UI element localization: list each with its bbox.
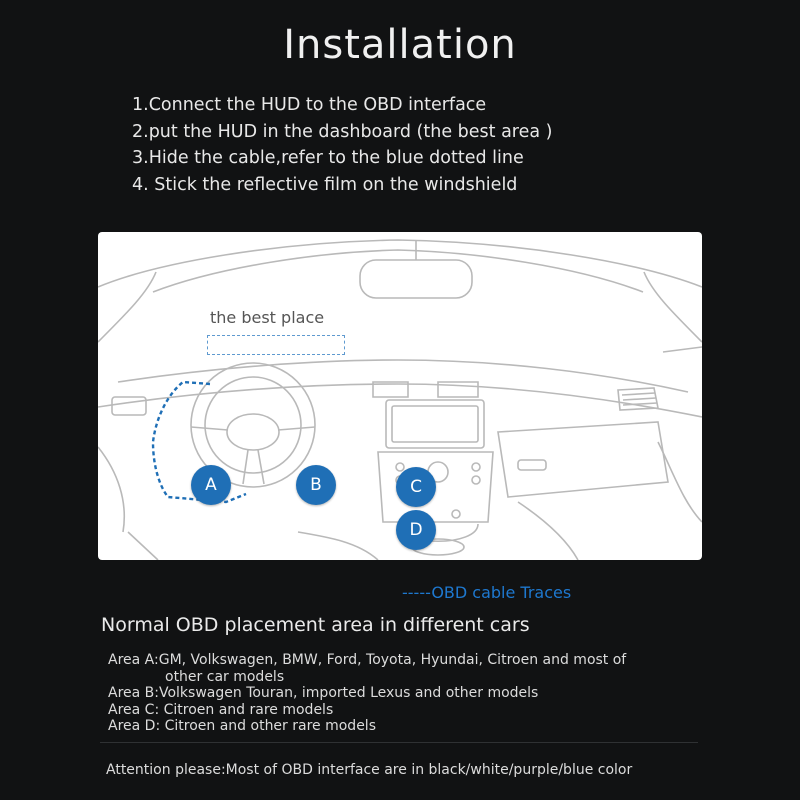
legend-label: OBD cable Traces	[431, 583, 572, 602]
area-list	[108, 652, 708, 735]
step-4: 4. Stick the reflective film on the windshield	[132, 174, 518, 195]
area-a-text: Area A:GM, Volkswagen, BMW, Ford, Toyota, Hyundai, Citroen and most of	[108, 652, 627, 668]
legend-dashes: -----	[402, 583, 432, 602]
divider	[100, 742, 698, 743]
area-d-text: Area D: Citroen and other rare models	[108, 718, 376, 734]
area-c-text: Area C: Citroen and rare models	[108, 701, 334, 718]
step-3: 3.Hide the cable,refer to the blue dotted line	[132, 148, 524, 168]
dashboard-diagram	[98, 232, 702, 560]
rearview-mirror	[360, 260, 472, 298]
page-title: Installation	[283, 22, 517, 68]
area-a-marker: A	[191, 465, 231, 505]
best-place-label: the best place	[210, 308, 325, 327]
a-pillar-left	[98, 272, 156, 342]
cable-legend	[402, 583, 571, 602]
placement-subtitle: Normal OBD placement area in different cars	[101, 614, 530, 636]
center-screen	[386, 400, 484, 448]
area-b-text: Area B:Volkswagen Touran, imported Lexus and other models	[108, 685, 539, 701]
area-c-marker: C	[396, 467, 436, 507]
area-d-marker: D	[396, 510, 436, 550]
step-2: 2.put the HUD in the dashboard (the best area )	[132, 121, 553, 142]
area-a-text-continued: other car models	[165, 668, 285, 685]
step-1: 1.Connect the HUD to the OBD interface	[132, 95, 487, 115]
car-interior-illustration	[98, 232, 702, 560]
installation-steps	[132, 92, 553, 198]
best-place-area	[207, 335, 345, 355]
attention-note: Attention please:Most of OBD interface are in black/white/purple/blue color	[106, 762, 633, 778]
a-pillar-right	[644, 272, 702, 342]
area-b-marker: B	[296, 465, 336, 505]
windshield-inner	[153, 250, 643, 292]
